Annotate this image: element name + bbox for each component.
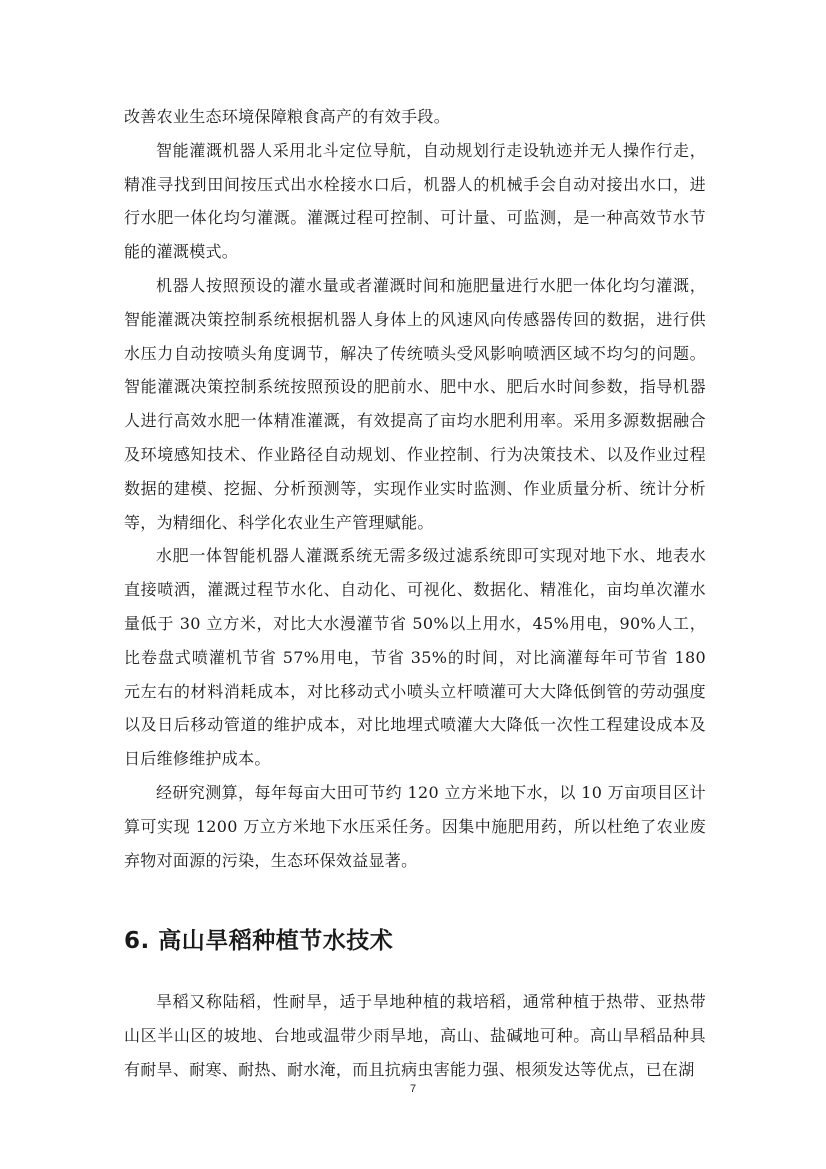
page-body <box>124 100 706 1087</box>
body-paragraph: 经研究测算，每年每亩大田可节约 120 立方米地下水，以 10 万亩项目区计算可实现 1200 万立方米地下水压采任务。因集中施肥用药，所以杜绝了农业废弃物对面源的污染，生态环保效益显著。 <box>124 782 706 870</box>
body-paragraph-continued: 改善农业生态环境保障粮食高产的有效手段。 <box>124 107 451 126</box>
page-number: 7 <box>409 1083 417 1095</box>
body-paragraph: 水肥一体智能机器人灌溉系统无需多级过滤系统即可实现对地下水、地表水直接喷洒，灌溉过程节水化、自动化、可视化、数据化、精准化，亩均单次灌水量低于 30 立方米，对比大水漫灌节省 50%以上用水，45%用电，90%人工，比卷盘式喷灌机节省 57%用电，节省 35%的时间，对比滴灌每年可节省 180 元左右的材料消耗成本，对比移动式小喷头立杆喷灌可大大降低倒管的劳动强度以及日后移动管道的维护成本，对比地埋式喷灌大大降低一次性工程建设成本及日后维修维护成本。 <box>124 546 706 769</box>
body-paragraph: 机器人按照预设的灌水量或者灌溉时间和施肥量进行水肥一体化均匀灌溉，智能灌溉决策控制系统根据机器人身体上的风速风向传感器传回的数据，进行供水压力自动按喷头角度调节，解决了传统喷头受风影响喷洒区域不均匀的问题。智能灌溉决策控制系统按照预设的肥前水、肥中水、肥后水时间参数，指导机器人进行高效水肥一体精准灌溉，有效提高了亩均水肥利用率。采用多源数据融合及环境感知技术、作业路径自动规划、作业控制、行为决策技术、以及作业过程数据的建模、挖掘、分析预测等，实现作业实时监测、作业质量分析、统计分析等，为精细化、科学化农业生产管理赋能。 <box>124 275 706 532</box>
body-paragraph: 智能灌溉机器人采用北斗定位导航，自动规划行走设轨迹并无人操作行走，精准寻找到田间按压式出水栓接水口后，机器人的机械手会自动对接出水口，进行水肥一体化均匀灌溉。灌溉过程可控制、可计量、可监测，是一种高效节水节能的灌溉模式。 <box>124 140 706 262</box>
section-heading: 6. 高山旱稻种植节水技术 <box>124 928 394 955</box>
section-paragraph: 旱稻又称陆稻，性耐旱，适于旱地种植的栽培稻，通常种植于热带、亚热带山区半山区的坡地、台地或温带少雨旱地，高山、盐碱地可种。高山旱稻品种具有耐旱、耐寒、耐热、耐水淹，而且抗病虫害能力强、根须发达等优点，已在湖 <box>124 992 706 1079</box>
